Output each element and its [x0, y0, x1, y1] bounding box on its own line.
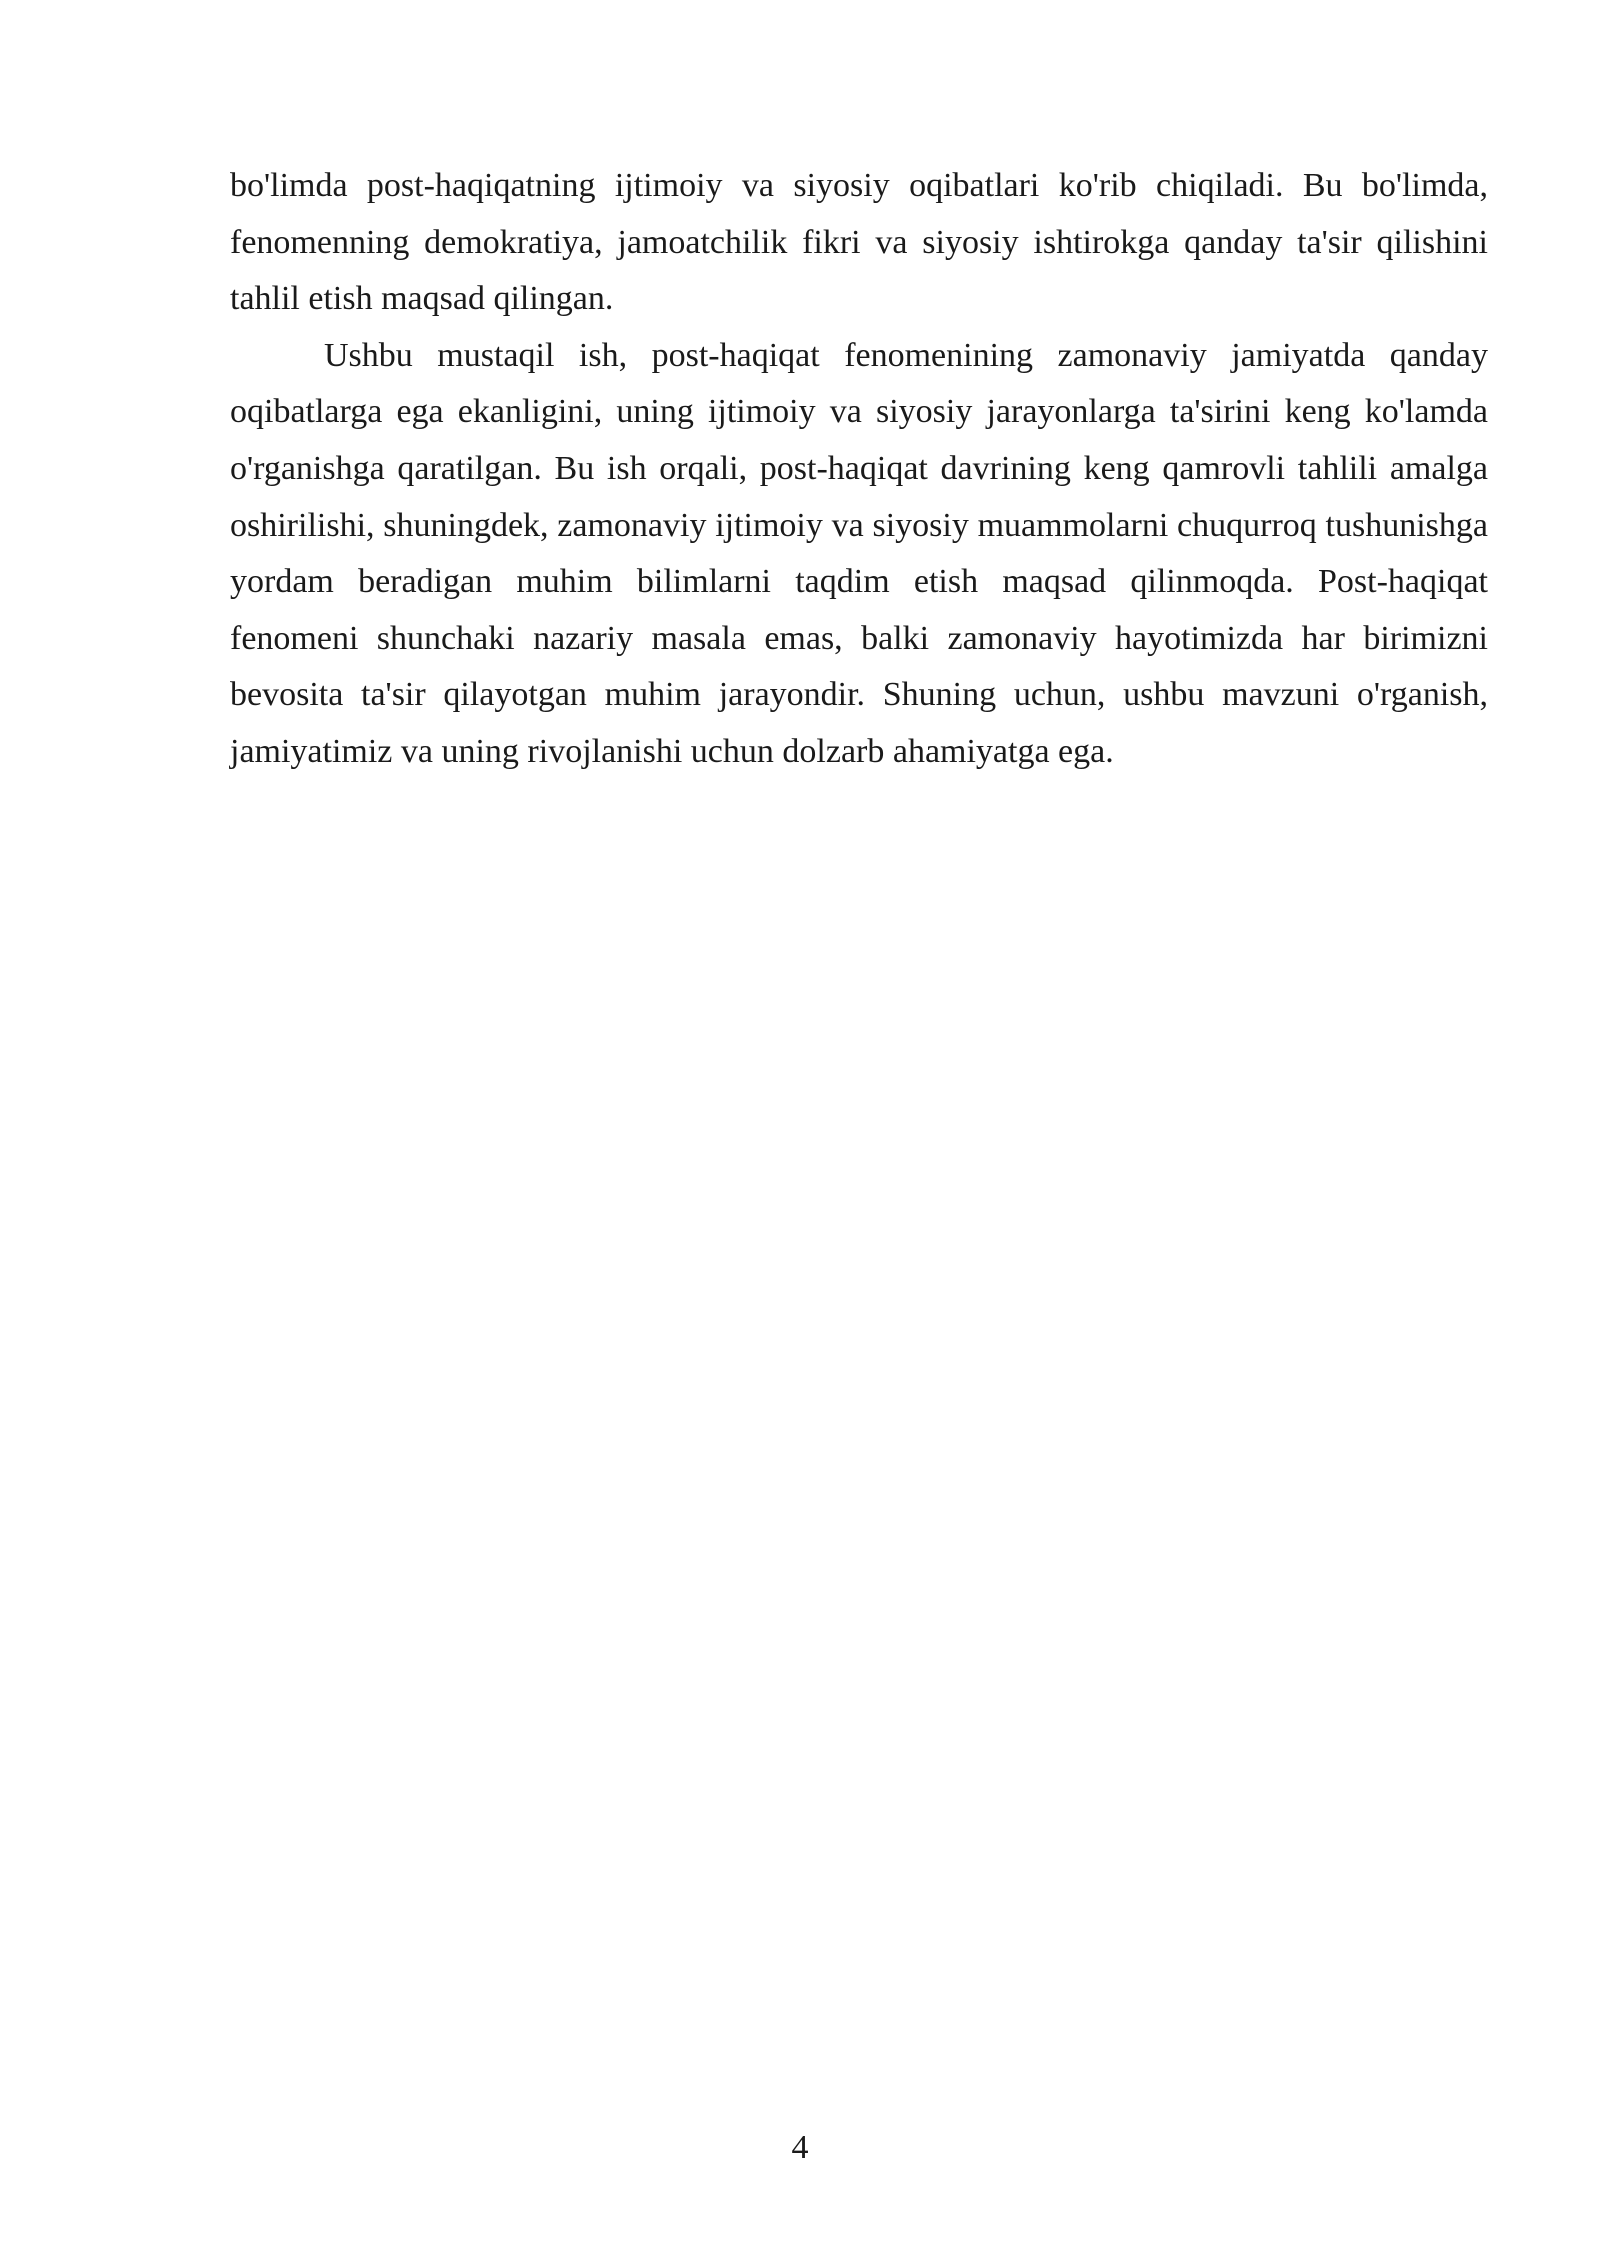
body-text	[230, 158, 1488, 781]
paragraph-main: Ushbu mustaqil ish, post-haqiqat fenomenining zamonaviy jamiyatda qanday oqibatlarga ega ekanligini, uning ijtimoiy va siyosiy jarayonlarga ta'sirini keng ko'lamda o'rganishga qaratilgan. Bu ish orqali, post-haqiqat davrining keng qamrovli tahlili amalga oshirilishi, shuningdek, zamonaviy ijtimoiy va siyosiy muammolarni chuqurroq tushunishga yordam beradigan muhim bilimlarni taqdim etish maqsad qilinmoqda. Post-haqiqat fenomeni shunchaki nazariy masala emas, balki zamonaviy hayotimizda har birimizni bevosita ta'sir qilayotgan muhim jarayondir. Shuning uchun, ushbu mavzuni o'rganish, jamiyatimiz va uning rivojlanishi uchun dolzarb ahamiyatga ega.	[230, 336, 1488, 770]
paragraph-continuation: bo'limda post-haqiqatning ijtimoiy va siyosiy oqibatlari ko'rib chiqiladi. Bu bo'limda, fenomenning demokratiya, jamoatchilik fikri va siyosiy ishtirokga qanday ta'sir qilishini tahlil etish maqsad qilingan.	[230, 167, 1488, 318]
page-number: 4	[791, 2129, 809, 2166]
